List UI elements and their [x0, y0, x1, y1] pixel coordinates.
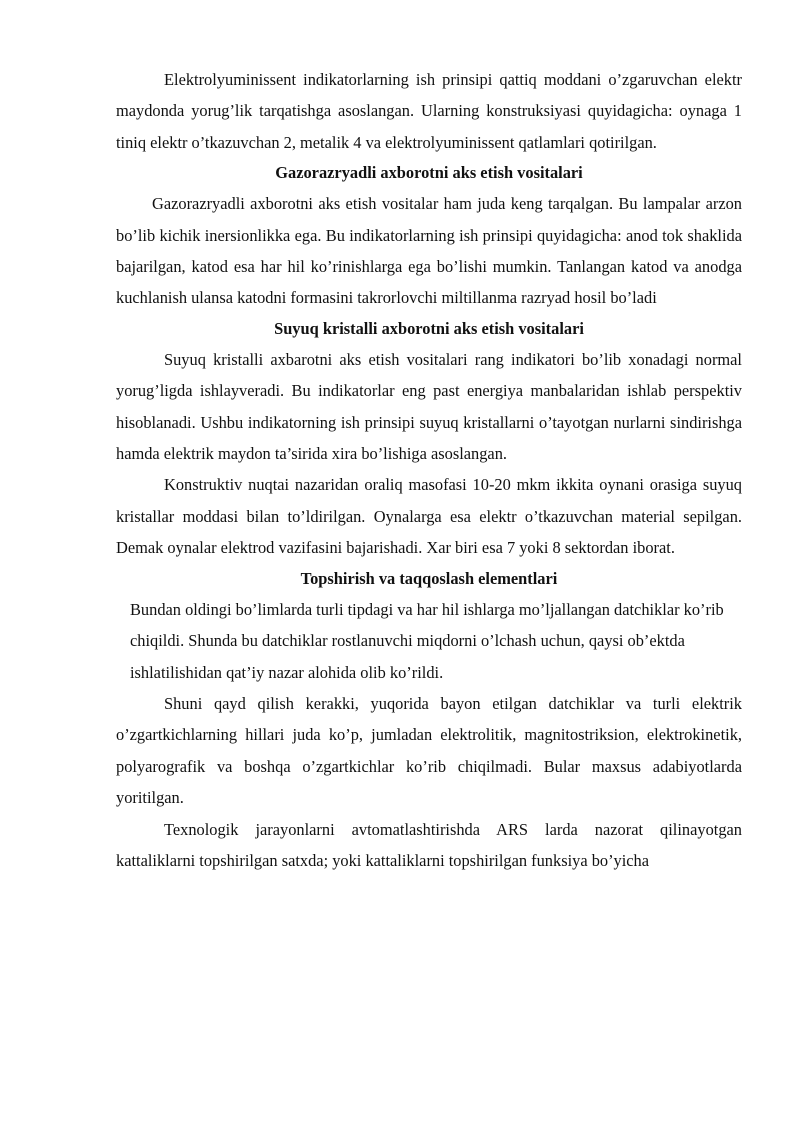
paragraph-automation: Texnologik jarayonlarni avtomatlashtirishda ARS larda nazorat qilinayotgan kattaliklarni topshirilgan satxda; yoki kattaliklarni topshirilgan funksiya bo’yicha — [116, 819, 742, 870]
heading-liquid-crystal: Suyuq kristalli axborotni aks etish vositalari — [274, 318, 584, 338]
paragraph-liquid-crystal: Suyuq kristalli axbarotni aks etish vositalari rang indikatori bo’lib xonadagi normal yorug’ligda ishlayveradi. Bu indikatorlar eng past energiya manbalaridan ishlab perspektiv hisoblanadi. Ushbu indikatorning ish prinsipi suyuq kristallarni o’tayotgan nurlarni sindirishga hamda elektrik maydon ta’sirida xira bo’lishiga asoslangan. — [116, 349, 742, 464]
heading-gas-discharge: Gazorazryadli axborotni aks etish vositalari — [275, 163, 583, 183]
heading-transfer-comparison: Topshirish va taqqoslash elementlari — [300, 568, 558, 588]
paragraph-electroluminescent: Elektrolyuminissent indikatorlarning ish prinsipi qattiq moddani o’zgaruvchan elektr maydonda yorug’lik tarqatishga asoslangan. Ularning konstruksiyasi quyidagicha: oynaga 1 tiniq elektr o’tkazuvchan 2, metalik 4 va elektrolyuminissent qatlamlari qotirilgan. — [116, 70, 742, 152]
paragraph-converters: Shuni qayd qilish kerakki, yuqorida bayon etilgan datchiklar va turli elektrik o’zgartkichlarning hillari juda ko’p, jumladan elektrolitik, magnitostriksion, elektrokinetik, polyarografik va boshqa o’zgartkichlar ko’rib chiqilmadi. Bular maxsus adabiyotlarda yoritilgan. — [116, 693, 742, 808]
document-page — [116, 64, 742, 876]
paragraph-gas-discharge: Gazorazryadli axborotni aks etish vositalar ham juda keng tarqalgan. Bu lampalar arzon bo’lib kichik inersionlikka ega. Bu indikatorlarning ish prinsipi quyidagicha: anod tok shaklida bajarilgan, katod esa har hil ko’rinishlarga ega bo’lishi mumkin. Tanlangan katod va anodga kuchlanish ulansa katodni formasini takrorlovchi miltillanma razryad hosil bo’ladi — [116, 194, 742, 308]
paragraph-previous-sections: Bundan oldingi bo’limlarda turli tipdagi va har hil ishlarga mo’ljallangan datchiklar ko’rib chiqildi. Shunda bu datchiklar rostlanuvchi miqdorni o’lchash uchun, qaysi ob’ektda ishlatilishidan qat’iy nazar alohida olib ko’rildi. — [130, 599, 724, 682]
paragraph-construction: Konstruktiv nuqtai nazaridan oraliq masofasi 10-20 mkm ikkita oynani orasiga suyuq kristallar moddasi bilan to’ldirilgan. Oynalarga esa elektr o’tkazuvchan material sepilgan. Demak oynalar elektrod vazifasini bajarishadi. Xar biri esa 7 yoki 8 sektordan iborat. — [116, 475, 742, 558]
